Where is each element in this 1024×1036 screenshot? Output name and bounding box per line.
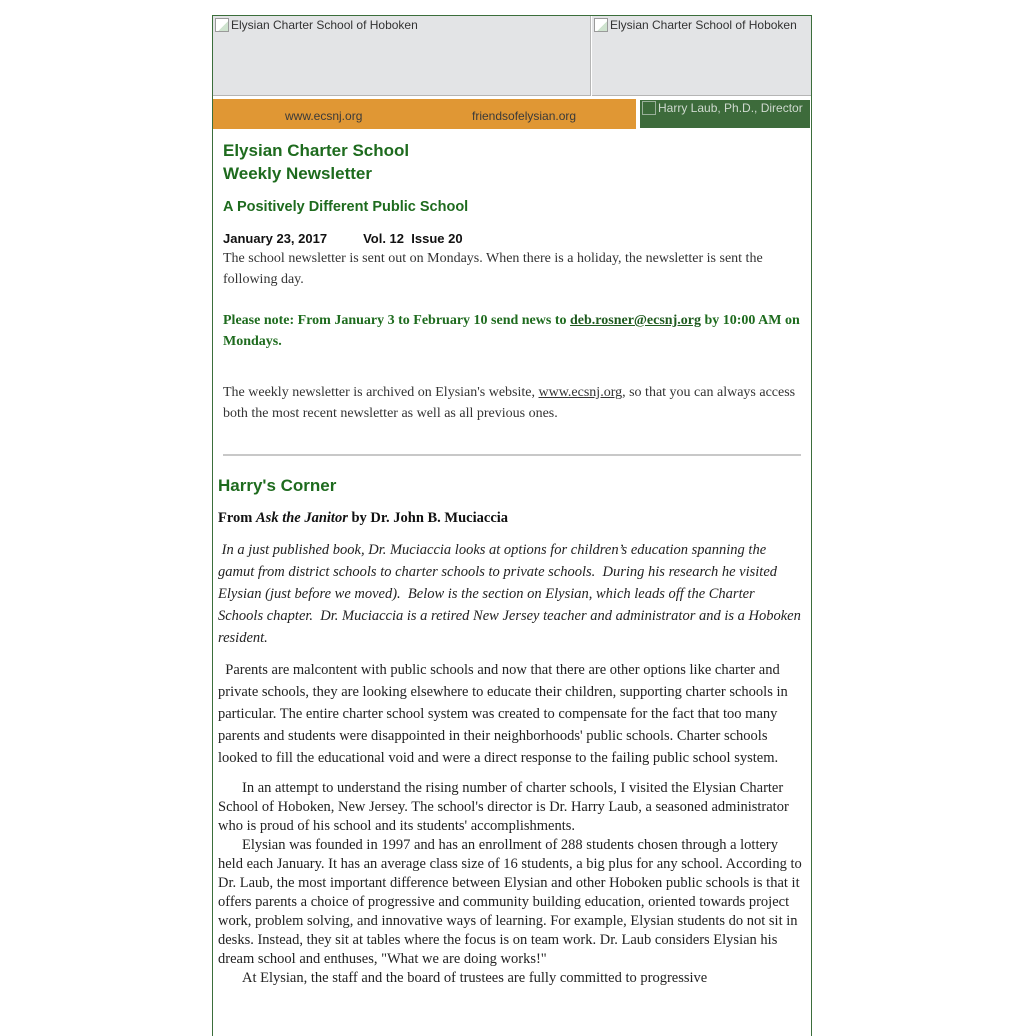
school-logo-left bbox=[213, 16, 591, 96]
submission-note bbox=[223, 310, 801, 352]
newsletter-frame bbox=[212, 15, 812, 1036]
note-prefix: Please note: From January 3 to February 10 send news to bbox=[223, 313, 570, 328]
source-credit bbox=[218, 510, 803, 527]
body-paragraph-3: Elysian was founded in 1997 and has an enrollment of 288 students chosen through a lottery held each January. It has an average class size of 16 students, a big plus for any school. According to Dr. Laub, the most important difference between Elysian and other Hoboken public schools is that it offers parents a choice of progressive and community building education, oriented towards project work, problem solving, and innovative ways of learning. For example, Elysian students do not sit in desks. Instead, they sit at tables where the focus is on team work. Dr. Laub considers Elysian his dream school and enthuses, "What we are doing works!" bbox=[218, 837, 802, 967]
dateline bbox=[223, 231, 801, 246]
archive-suffix: , so that you can always access both the most recent newsletter as well as all previous ones. bbox=[223, 385, 796, 421]
from-suffix: by Dr. John B. Muciaccia bbox=[347, 510, 509, 526]
broken-image-icon bbox=[642, 101, 656, 115]
title-line-2: Weekly Newsletter bbox=[223, 164, 372, 183]
nav-bar bbox=[213, 99, 636, 129]
logo-alt-text-right: Elysian Charter School of Hoboken bbox=[610, 18, 797, 32]
nav-link-ecsnj[interactable]: www.ecsnj.org bbox=[285, 109, 363, 123]
school-logo-right bbox=[592, 16, 811, 96]
section-heading: Harry's Corner bbox=[218, 476, 337, 495]
email-link[interactable]: deb.rosner@ecsnj.org bbox=[570, 313, 701, 328]
body-paragraphs bbox=[218, 779, 803, 988]
broken-image-icon bbox=[594, 18, 608, 32]
title-line-1: Elysian Charter School bbox=[223, 141, 410, 160]
nav-link-friends[interactable]: friendsofelysian.org bbox=[472, 109, 577, 123]
archive-text bbox=[223, 382, 801, 424]
section-divider bbox=[223, 454, 801, 456]
archive-link[interactable]: www.ecsnj.org bbox=[538, 385, 623, 400]
intro-paragraph: In a just published book, Dr. Muciaccia looks at options for children’s education spanning the gamut from district schools to charter schools to private schools. During his research he visited Elysian (just before we moved). Below is the section on Elysian, which leads off the Charter Schools chapter. Dr. Muciaccia is a retired New Jersey teacher and administrator and is a Hoboken resident. bbox=[218, 542, 805, 646]
issue-date: January 23, 2017 bbox=[223, 231, 328, 246]
director-alt-text: Harry Laub, Ph.D., Director bbox=[658, 101, 803, 115]
issue-volume: Vol. 12 Issue 20 bbox=[363, 231, 463, 246]
body-paragraph-2: In an attempt to understand the rising number of charter schools, I visited the Elysian Charter School of Hoboken, New Jersey. The school's director is Dr. Harry Laub, a seasoned administrator who is proud of his school and its students' accomplishments. bbox=[218, 780, 789, 834]
body-paragraph-1: Parents are malcontent with public schools and now that there are other options like charter and private schools, they are looking elsewhere to educate their children, supporting charter schools in particular. The entire charter school system was created to compensate for the fact that too many parents and students were disappointed in their neighborhoods' public schools. Charter schools looked to fill the educational void and were a direct response to the failing public school system. bbox=[218, 662, 792, 766]
schedule-text: The school newsletter is sent out on Mondays. When there is a holiday, the newsletter is sent the following day. bbox=[223, 251, 763, 287]
newsletter-title bbox=[223, 139, 801, 185]
body-paragraph-4: At Elysian, the staff and the board of trustees are fully committed to progressive bbox=[242, 970, 708, 986]
tagline: A Positively Different Public School bbox=[223, 199, 469, 215]
book-title: Ask the Janitor bbox=[256, 510, 348, 526]
archive-prefix: The weekly newsletter is archived on Elysian's website, bbox=[223, 385, 539, 400]
newsletter-intro bbox=[223, 139, 801, 456]
broken-image-icon bbox=[215, 18, 229, 32]
note-suffix: by 10:00 AM on Mondays. bbox=[223, 313, 800, 349]
harrys-corner-section bbox=[218, 476, 803, 988]
director-image bbox=[640, 100, 810, 128]
from-prefix: From bbox=[218, 510, 256, 526]
logo-alt-text-left: Elysian Charter School of Hoboken bbox=[231, 18, 418, 32]
